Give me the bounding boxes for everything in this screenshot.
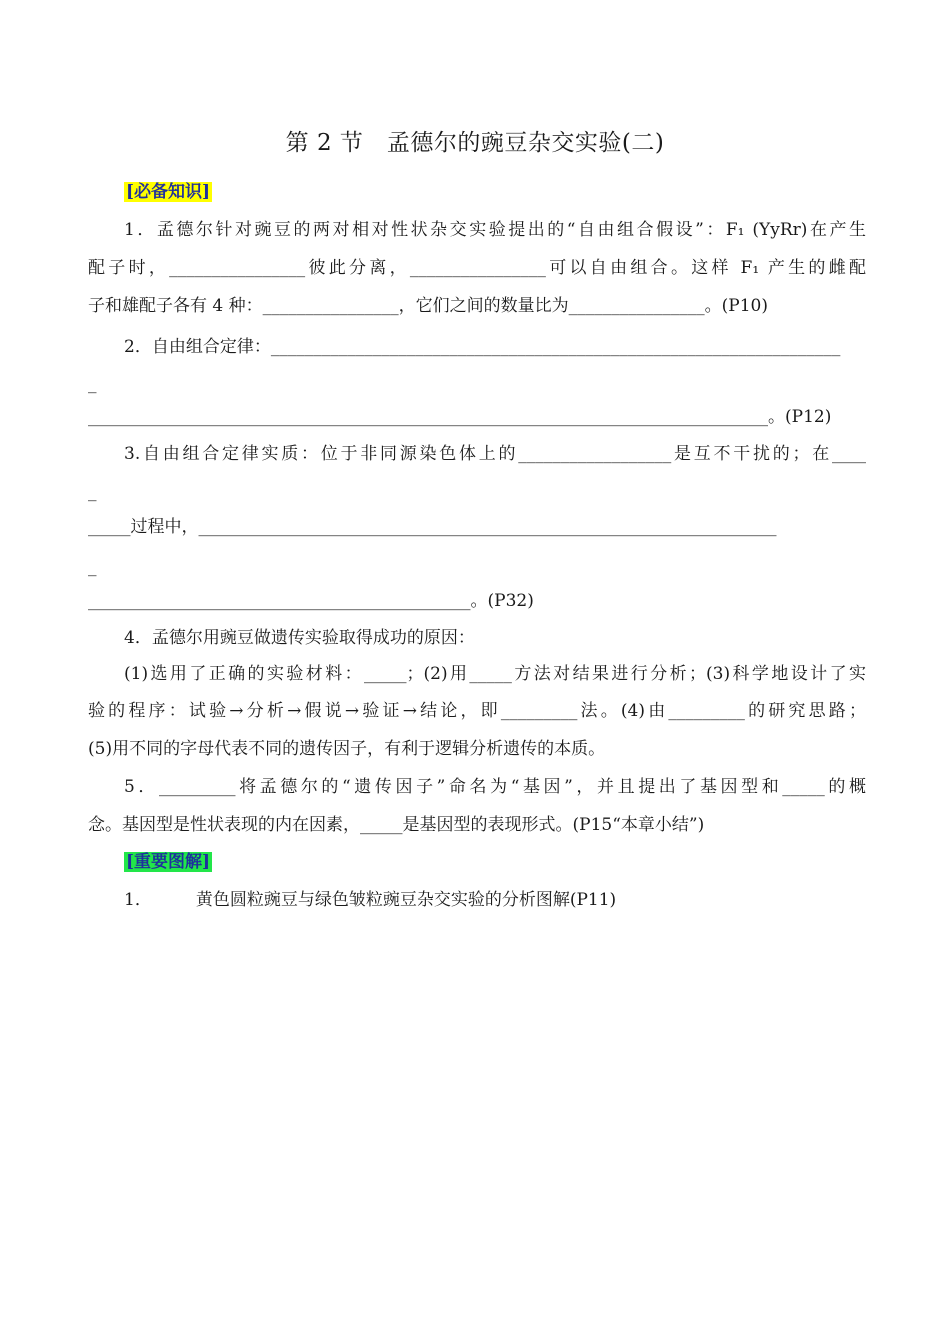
page-title: 第 2 节 孟德尔的豌豆杂交实验(二): [285, 130, 665, 156]
section-heading-key-diagrams: [124, 850, 902, 874]
question-1-line-3: 子和雄配子各有 4 种：________________，它们之间的数量比为________________。(P10): [88, 296, 768, 316]
question-4-line-2: (1)选用了正确的实验材料：_____；(2)用_____方法对结果进行分析；(3)科学地设计了实: [124, 664, 866, 684]
question-3-line-3: _____过程中，____________________________________________________________________: [88, 517, 777, 537]
question-4-line-4: (5)用不同的字母代表不同的遗传因子，有利于逻辑分析遗传的本质。: [88, 739, 606, 759]
question-3-line-2: _: [88, 482, 97, 502]
diagram-item-text: 黄色圆粒豌豆与绿色皱粒豌豆杂交实验的分析图解(P11): [195, 890, 617, 910]
question-2-line-2: _: [88, 374, 97, 394]
question-2-line-3: ________________________________________________________________________________。(P12): [88, 407, 832, 427]
question-5-line-2: 念。基因型是性状表现的内在因素，_____是基因型的表现形式。(P15“本章小结”): [88, 815, 705, 835]
question-1-line-2: 配子时，________________彼此分离，________________可以自由组合。这样 F₁ 产生的雌配: [88, 258, 866, 278]
question-3-line-1: 3.自由组合定律实质：位于非同源染色体上的__________________是互不干扰的；在____: [124, 444, 866, 464]
section-heading-label: [必备知识]: [126, 182, 211, 202]
question-3-line-5: _____________________________________________。(P32): [88, 591, 534, 611]
question-4-line-3: 验的程序：试验→分析→假说→验证→结论，即_________法。(4)由_________的研究思路；: [88, 701, 866, 721]
section-heading-required-knowledge: [124, 180, 902, 204]
question-4-line-1: 4．孟德尔用豌豆做遗传实验取得成功的原因：: [124, 628, 475, 648]
diagram-item-number: 1．: [124, 890, 152, 910]
question-1-line-1: 1．孟德尔针对豌豆的两对相对性状杂交实验提出的“自由组合假设”：F₁ (YyRr)在产生: [124, 220, 866, 240]
question-3-line-4: _: [88, 557, 97, 577]
question-2-line-1: 2．自由组合定律：___________________________________________________________________: [124, 337, 841, 357]
section-heading-label: [重要图解]: [126, 852, 211, 872]
diagram-item-1: [124, 888, 866, 912]
question-5-line-1: 5．_________将孟德尔的“遗传因子”命名为“基因”，并且提出了基因型和_____的概: [124, 777, 866, 797]
